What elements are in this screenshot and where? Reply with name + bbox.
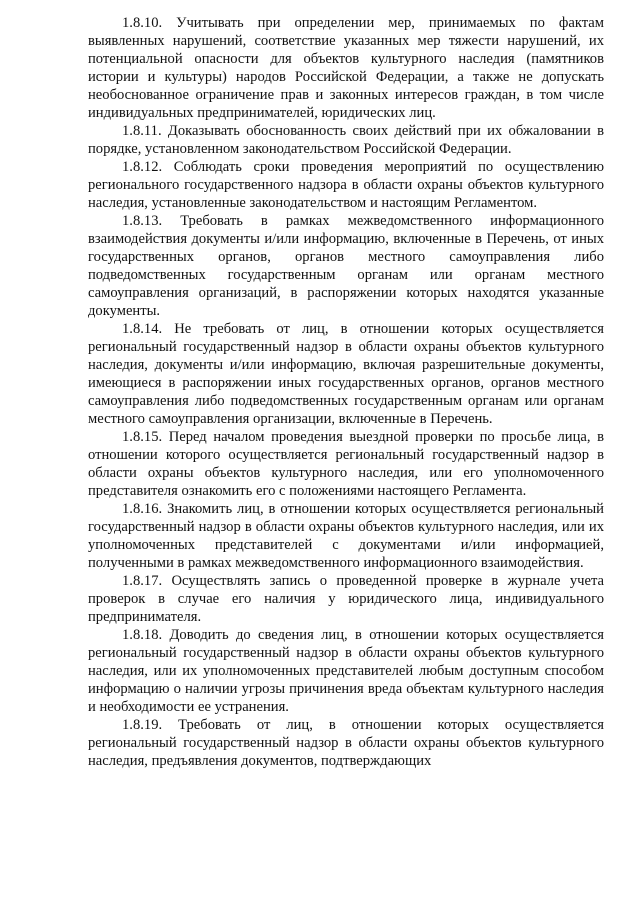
paragraph-1-8-19: 1.8.19. Требовать от лиц, в отношении которых осуществляется региональный государственный надзор в области охраны объектов культурного наследия, предъявления документов, подтверждающих (88, 717, 604, 769)
paragraph-1-8-16: 1.8.16. Знакомить лиц, в отношении которых осуществляется региональный государственный надзор в области охраны объектов культурного наследия, или их уполномоченных представителей с документами и/или информацией, полученными в рамках межведомственного информационного взаимодействия. (88, 501, 604, 571)
paragraph-1-8-18: 1.8.18. Доводить до сведения лиц, в отношении которых осуществляется региональный государственный надзор в области охраны объектов культурного наследия, или их уполномоченных представителей любым доступным способом информацию о наличии угрозы причинения вреда объектам культурного наследия и необходимости ее устранения. (88, 627, 604, 715)
paragraph-1-8-12: 1.8.12. Соблюдать сроки проведения мероприятий по осуществлению регионального государственного надзора в области охраны объектов культурного наследия, установленные законодательством и настоящим Регламентом. (88, 159, 604, 211)
paragraph-1-8-14: 1.8.14. Не требовать от лиц, в отношении которых осуществляется региональный государственный надзор в области охраны объектов культурного наследия, документы и/или информацию, включая разрешительные документы, имеющиеся в распоряжении иных государственных органов, органов местного самоуправления либо подведомственных государственным органам или органам местного самоуправления организации, включенные в Перечень. (88, 321, 604, 427)
document-page (88, 14, 604, 770)
paragraph-1-8-13: 1.8.13. Требовать в рамках межведомственного информационного взаимодействия документы и/или информацию, включенные в Перечень, от иных государственных органов, органов местного самоуправления либо подведомственных государственным органам или органам местного самоуправления организаций, в распоряжении которых находятся указанные документы. (88, 213, 604, 319)
paragraph-1-8-10: 1.8.10. Учитывать при определении мер, принимаемых по фактам выявленных нарушений, соответствие указанных мер тяжести нарушений, их потенциальной опасности для объектов культурного наследия (памятников истории и культуры) народов Российской Федерации, а также не допускать необоснованное ограничение прав и законных интересов граждан, в том числе индивидуальных предпринимателей, юридических лиц. (88, 15, 604, 121)
paragraph-1-8-11: 1.8.11. Доказывать обоснованность своих действий при их обжаловании в порядке, установленном законодательством Российской Федерации. (88, 123, 604, 157)
paragraph-1-8-15: 1.8.15. Перед началом проведения выездной проверки по просьбе лица, в отношении которого осуществляется региональный государственный надзор в области охраны объектов культурного наследия, или его уполномоченного представителя ознакомить его с положениями настоящего Регламента. (88, 429, 604, 499)
paragraph-1-8-17: 1.8.17. Осуществлять запись о проведенной проверке в журнале учета проверок в случае его наличия у юридического лица, индивидуального предпринимателя. (88, 573, 604, 625)
